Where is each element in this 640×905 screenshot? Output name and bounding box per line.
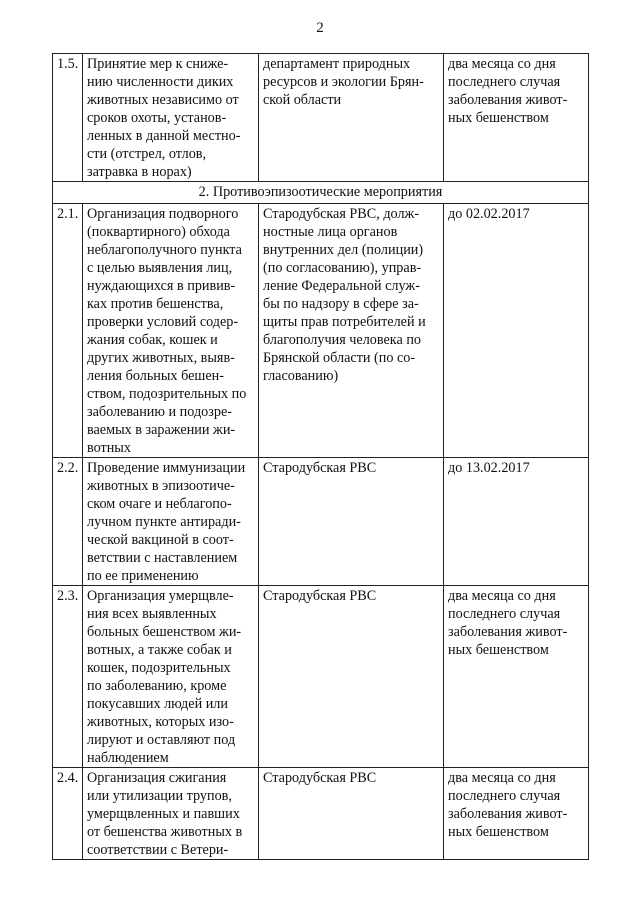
measure-description: Организация сжигания или утилизации трупов, умерщвленных и павших от бешенства животных в соответствии с Ветери-: [83, 768, 259, 860]
table-row: [53, 204, 589, 458]
row-number: 2.2.: [53, 458, 83, 586]
measure-description: Проведение иммунизации животных в эпизоотиче- ском очаге и неблагопо- лучном пункте антиради- ческой вакциной в соот- ветствии с наставлением по ее применению: [83, 458, 259, 586]
deadline: до 13.02.2017: [444, 458, 589, 586]
responsible-party: Стародубская РВС: [259, 768, 444, 860]
section-title: 2. Противоэпизоотические мероприятия: [53, 182, 589, 204]
table-row: [53, 768, 589, 860]
row-number: 1.5.: [53, 54, 83, 182]
row-number: 2.4.: [53, 768, 83, 860]
responsible-party: Стародубская РВС: [259, 586, 444, 768]
row-number: 2.3.: [53, 586, 83, 768]
measures-table: [52, 53, 589, 860]
responsible-party: Стародубская РВС: [259, 458, 444, 586]
deadline: два месяца со дня последнего случая заболевания живот- ных бешенством: [444, 768, 589, 860]
measure-description: Организация подворного (поквартирного) обхода неблагополучного пункта с целью выявления лиц, нуждающихся в привив- ках против бешенства, проверки условий содер- жания собак, кошек и других животных, выяв- ления больных бешен- ством, подозрительных по заболеванию и подозре- ваемых в заражении жи- вотных: [83, 204, 259, 458]
table-row: [53, 458, 589, 586]
section-header-row: [53, 182, 589, 204]
deadline: два месяца со дня последнего случая заболевания живот- ных бешенством: [444, 586, 589, 768]
measure-description: Принятие мер к сниже- нию численности диких животных независимо от сроков охоты, установ- ленных в данной местно- сти (отстрел, отлов, затравка в норах): [83, 54, 259, 182]
deadline: до 02.02.2017: [444, 204, 589, 458]
responsible-party: департамент природных ресурсов и экологии Брян- ской области: [259, 54, 444, 182]
row-number: 2.1.: [53, 204, 83, 458]
measure-description: Организация умерщвле- ния всех выявленных больных бешенством жи- вотных, а также собак и кошек, подозрительных по заболеванию, кроме покусавших людей или животных, которых изо- лируют и оставляют под наблюдением: [83, 586, 259, 768]
table-row: [53, 586, 589, 768]
page-number: 2: [316, 20, 324, 36]
responsible-party: Стародубская РВС, долж- ностные лица органов внутренних дел (полиции) (по согласованию), управ- ление Федеральной служ- бы по надзору в сфере за- щиты прав потребителей и благополучия человека по Брянской области (по со- гласованию): [259, 204, 444, 458]
table-row: [53, 54, 589, 182]
deadline: два месяца со дня последнего случая заболевания живот- ных бешенством: [444, 54, 589, 182]
